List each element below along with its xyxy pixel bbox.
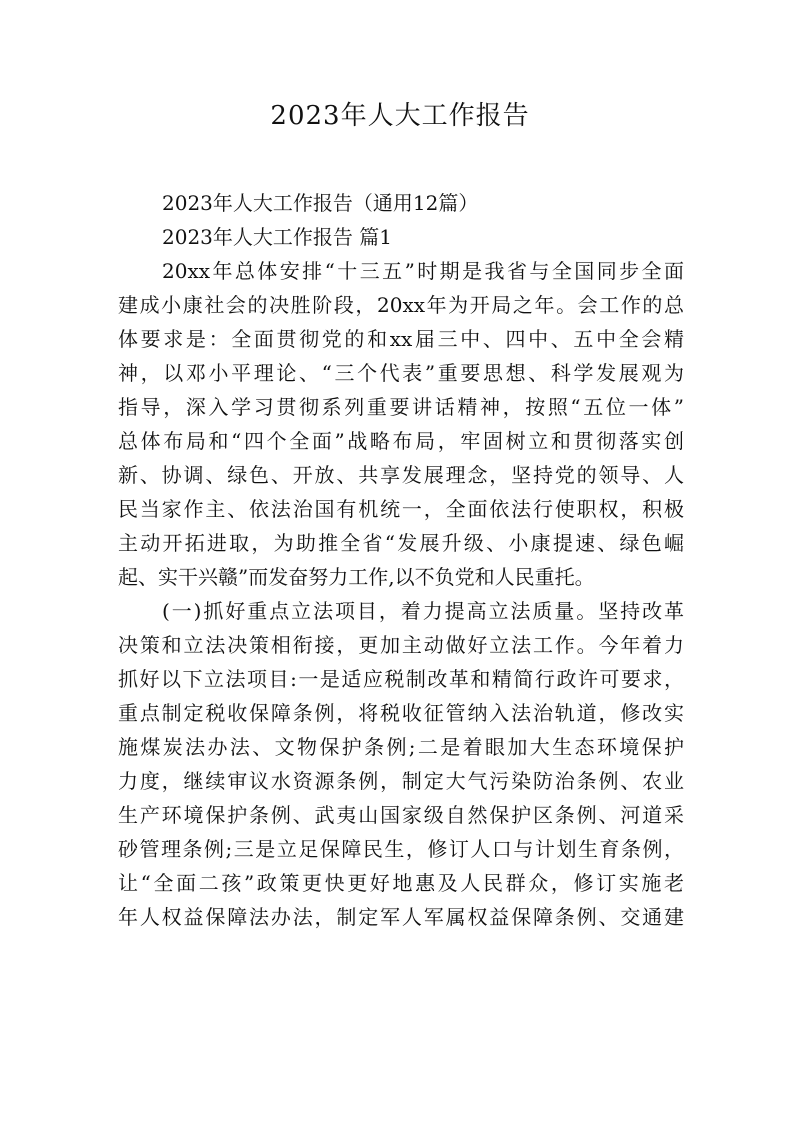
paragraph-line: 总体布局和“四个全面”战略布局，牢固树立和贯彻落实创	[118, 429, 684, 453]
paragraph-line: 民当家作主、依法治国有机统一，全面依法行使职权，积极	[118, 497, 684, 521]
paragraph-line: 生产环境保护条例、武夷山国家级自然保护区条例、河道采	[118, 803, 684, 827]
paragraph-line: 指导，深入学习贯彻系列重要讲话精神，按照“五位一体”	[118, 395, 684, 419]
paragraph-line: 抓好以下立法项目:一是适应税制改革和精简行政许可要求，	[118, 667, 684, 691]
section-heading: 2023年人大工作报告 篇1	[162, 225, 392, 249]
document-title: 2023年人大工作报告	[270, 101, 530, 131]
paragraph-line: 决策和立法决策相衔接，更加主动做好立法工作。今年着力	[118, 633, 684, 657]
paragraph-line: 施煤炭法办法、文物保护条例;二是着眼加大生态环境保护	[118, 735, 684, 759]
paragraph-line: 建成小康社会的决胜阶段，20xx年为开局之年。会工作的总	[118, 293, 684, 317]
document-body	[118, 186, 684, 934]
paragraph-line: (一)抓好重点立法项目，着力提高立法质量。坚持改革	[162, 599, 684, 623]
paragraph-line: 让“全面二孩”政策更快更好地惠及人民群众，修订实施老	[118, 871, 684, 895]
paragraph-line: 年人权益保障法办法，制定军人军属权益保障条例、交通建	[118, 905, 684, 929]
paragraph-2	[118, 594, 684, 934]
paragraph-line: 起、实干兴赣”而发奋努力工作,以不负党和人民重托。	[118, 565, 595, 589]
paragraph-1	[118, 254, 684, 594]
paragraph-line: 砂管理条例;三是立足保障民生，修订人口与计划生育条例，	[118, 837, 684, 861]
paragraph-line: 20xx年总体安排“十三五”时期是我省与全国同步全面	[162, 259, 684, 283]
paragraph-line: 主动开拓进取，为助推全省“发展升级、小康提速、绿色崛	[118, 531, 684, 555]
paragraph-line: 体要求是：全面贯彻党的和xx届三中、四中、五中全会精	[118, 327, 684, 351]
paragraph-line: 力度，继续审议水资源条例，制定大气污染防治条例、农业	[118, 769, 684, 793]
paragraph-line: 新、协调、绿色、开放、共享发展理念，坚持党的领导、人	[118, 463, 684, 487]
document-subtitle: 2023年人大工作报告（通用12篇）	[162, 191, 479, 215]
paragraph-line: 重点制定税收保障条例，将税收征管纳入法治轨道，修改实	[118, 701, 684, 725]
paragraph-line: 神，以邓小平理论、“三个代表”重要思想、科学发展观为	[118, 361, 684, 385]
